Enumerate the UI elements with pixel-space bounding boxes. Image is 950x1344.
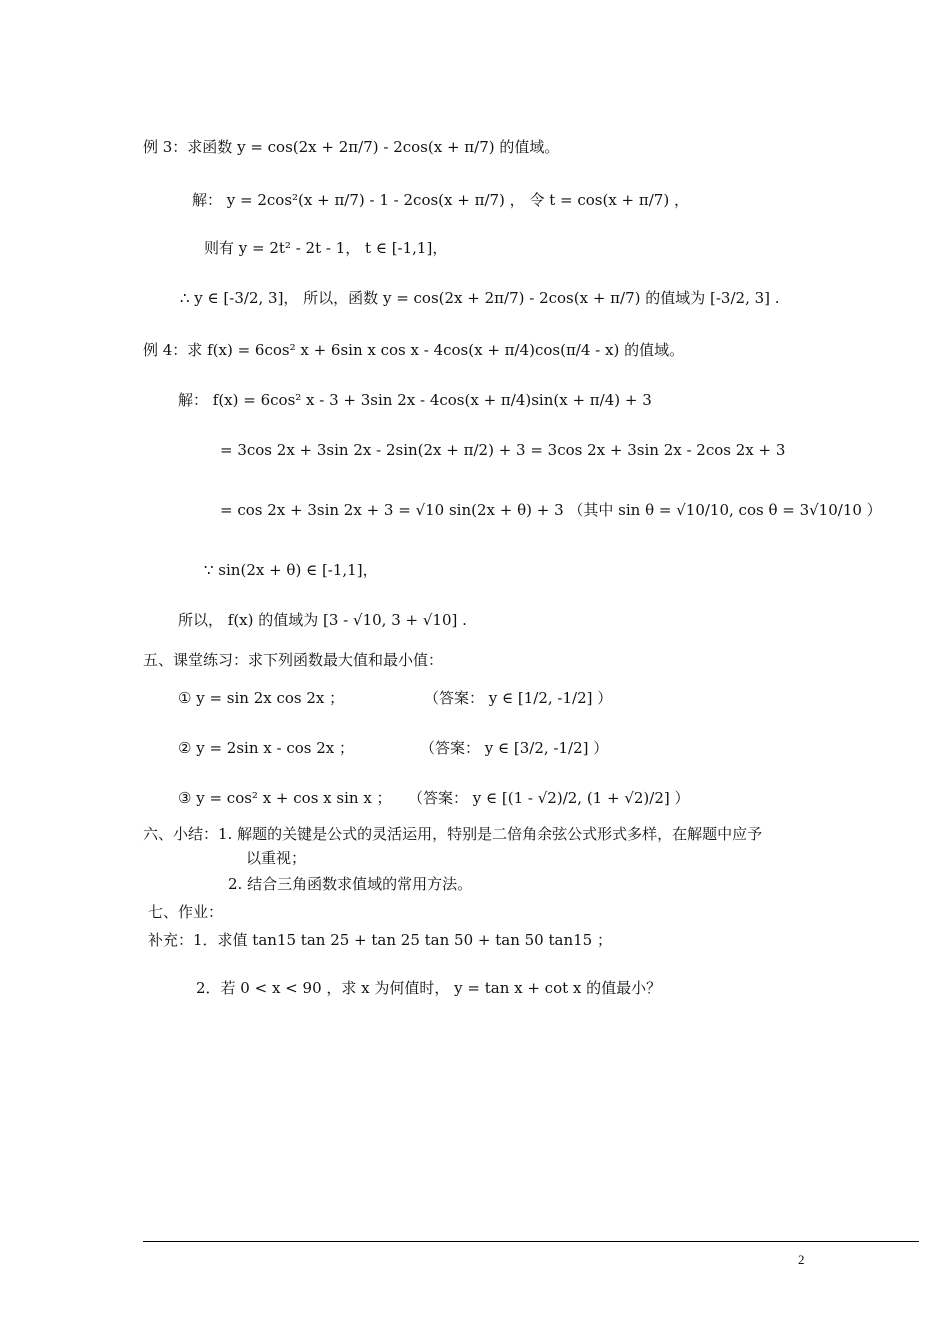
homework-item-1: 补充：1．求值 tan15 tan 25 + tan 25 tan 50 + tan 50 tan15 ；: [148, 931, 612, 949]
example4-conclusion: 所以， f(x) 的值域为 [3 - √10, 3 + √10] .: [178, 611, 467, 629]
example3-conclusion: ∴ y ∈ [-3/2, 3]， 所以，函数 y = cos(2x + 2π/7) - 2cos(x + π/7) 的值域为 [-3/2, 3] .: [180, 289, 780, 307]
example4-step-4: ∵ sin(2x + θ) ∈ [-1,1]，: [204, 561, 378, 579]
exercise-1-problem: ① y = sin 2x cos 2x ；: [178, 689, 345, 707]
example4-step-2: = 3cos 2x + 3sin 2x - 2sin(2x + π/2) + 3 = 3cos 2x + 3sin 2x - 2cos 2x + 3: [220, 441, 786, 459]
summary-line-3: 2. 结合三角函数求值域的常用方法。: [228, 875, 473, 893]
example3-solution-1: 解： y = 2cos²(x + π/7) - 1 - 2cos(x + π/7) ， 令 t = cos(x + π/7) ，: [192, 191, 689, 209]
exercise-3-problem: ③ y = cos² x + cos x sin x ；: [178, 789, 392, 807]
section5-heading: 五、课堂练习：求下列函数最大值和最小值：: [143, 651, 444, 669]
example3-question: 例 3：求函数 y = cos(2x + 2π/7) - 2cos(x + π/7) 的值域。: [143, 138, 560, 156]
summary-line-1: 六、小结：1. 解题的关键是公式的灵活运用，特别是二倍角余弦公式形式多样，在解题中应予: [143, 825, 763, 843]
example4-question: 例 4：求 f(x) = 6cos² x + 6sin x cos x - 4cos(x + π/4)cos(π/4 - x) 的值域。: [143, 341, 685, 359]
page-number: 2: [798, 1252, 805, 1267]
example3-solution-2: 则有 y = 2t² - 2t - 1， t ∈ [-1,1]，: [204, 239, 448, 257]
exercise-1-answer: （答案： y ∈ [1/2, -1/2] ）: [424, 689, 613, 707]
exercise-3-answer: （答案： y ∈ [(1 - √2)/2, (1 + √2)/2] ）: [408, 789, 690, 807]
example4-step-3: = cos 2x + 3sin 2x + 3 = √10 sin(2x + θ) + 3 （其中 sin θ = √10/10, cos θ = 3√10/10 ）: [220, 501, 882, 519]
example4-step-1: 解： f(x) = 6cos² x - 3 + 3sin 2x - 4cos(x + π/4)sin(x + π/4) + 3: [178, 391, 652, 409]
homework-item-2: 2．若 0 < x < 90 ，求 x 为何值时， y = tan x + cot x 的值最小？: [196, 979, 662, 997]
footer-rule: [143, 1241, 919, 1242]
summary-line-2: 以重视；: [246, 849, 307, 867]
exercise-2-answer: （答案： y ∈ [3/2, -1/2] ）: [420, 739, 609, 757]
homework-heading: 七、作业：: [148, 903, 224, 921]
exercise-2-problem: ② y = 2sin x - cos 2x ；: [178, 739, 354, 757]
